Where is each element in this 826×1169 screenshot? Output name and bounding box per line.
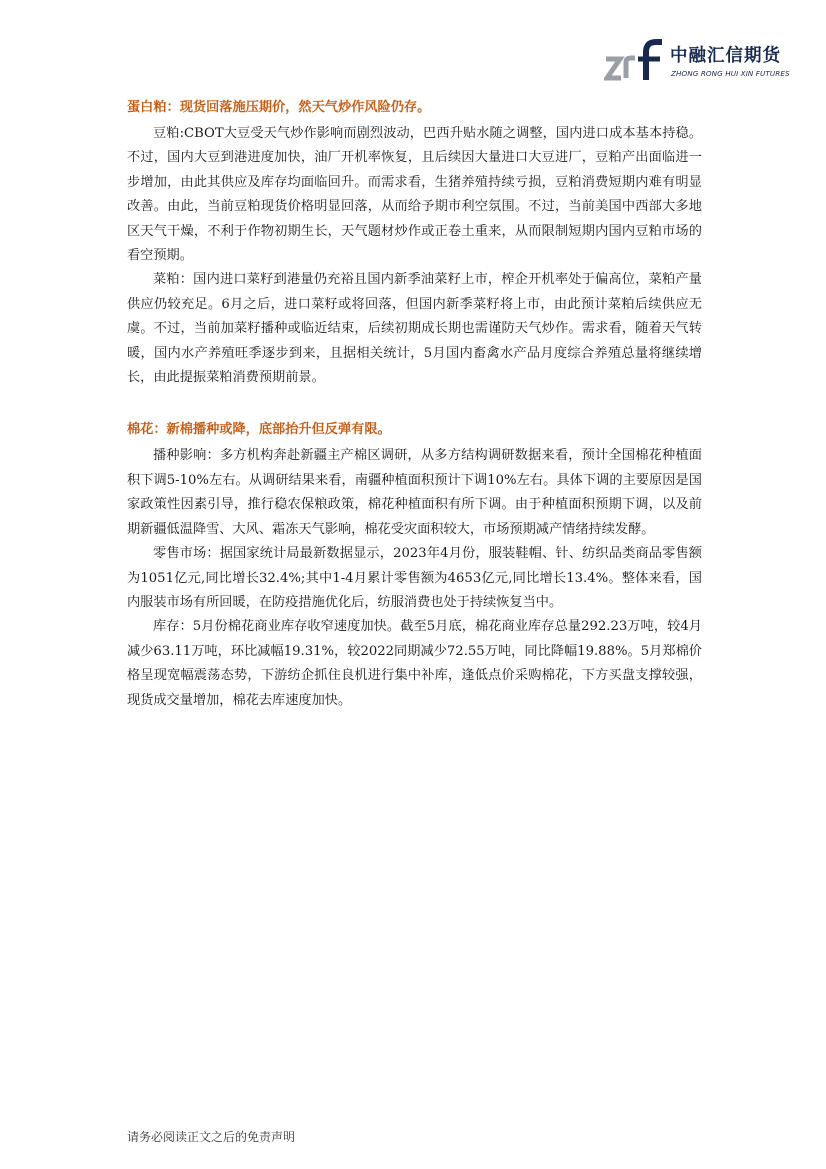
section-protein-meal (127, 96, 702, 390)
section-heading: 蛋白粕：现货回落施压期价，然天气炒作风险仍存。 (127, 100, 431, 115)
paragraph-rapeseed-meal: 菜粕：国内进口菜籽到港量仍充裕且国内新季油菜籽上市，榨企开机率处于偏高位，菜粕产量供应仍较充足。6月之后，进口菜籽或将回落，但国内新季菜籽将上市，由此预计菜粕后续供应无虞。不过，当前加菜籽播种或临近结束，后续初期成长期也需谨防天气炒作。需求看，随着天气转暖，国内水产养殖旺季逐步到来，且据相关统计，5月国内畜禽水产品月度综合养殖总量将继续增长，由此提振菜粕消费预期前景。 (127, 272, 702, 386)
company-logo (604, 38, 800, 84)
paragraph-retail: 零售市场：据国家统计局最新数据显示，2023年4月份，服装鞋帽、针、纺织品类商品零售额为1051亿元,同比增长32.4%;其中1-4月累计零售额为4653亿元,同比增长13.4%。整体来看，国内服装市场有所回暖，在防疫措施优化后，纺服消费也处于持续恢复当中。 (127, 546, 702, 610)
zrf-logo-icon (604, 38, 664, 84)
section-cotton (127, 418, 702, 712)
report-body (127, 96, 702, 713)
paragraph-planting: 播种影响：多方机构奔赴新疆主产棉区调研，从多方结构调研数据来看，预计全国棉花种植面积下调5-10%左右。从调研结果来看，南疆种植面积预计下调10%左右。具体下调的主要原因是国家政策性因素引导，推行稳农保粮政策，棉花种植面积有所下调。由于种植面积预期下调，以及前期新疆低温降雪、大风、霜冻天气影响，棉花受灾面积较大，市场预期减产情绪持续发酵。 (127, 448, 702, 537)
logo-chinese-name: 中融汇信期货 (670, 46, 781, 66)
section-heading: 棉花：新棉播种或降，底部抬升但反弹有限。 (127, 422, 391, 438)
logo-english-name: ZHONG RONG HUI XIN FUTURES (671, 69, 790, 78)
paragraph-soybean-meal: 豆粕:CBOT大豆受天气炒作影响而剧烈波动，巴西升贴水随之调整，国内进口成本基本持稳。不过，国内大豆到港进度加快，油厂开机率恢复，且后续因大量进口大豆进厂，豆粕产出面临进一步增加，由此其供应及库存均面临回升。而需求看，生猪养殖持续亏损，豆粕消费短期内难有明显改善。由此，当前豆粕现货价格明显回落，从而给予期市利空氛围。不过，当前美国中西部大多地区天气干燥，不利于作物初期生长，天气题材炒作或正卷土重来，从而限制短期内国内豆粕市场的看空预期。 (127, 126, 702, 264)
disclaimer-footer: 请务必阅读正文之后的免责声明 (127, 1130, 296, 1144)
paragraph-inventory: 库存：5月份棉花商业库存收窄速度加快。截至5月底，棉花商业库存总量292.23万吨，较4月减少63.11万吨，环比减幅19.31%，较2022同期减少72.55万吨，同比降幅19.88%。5月郑棉价格呈现宽幅震荡态势，下游纺企抓住良机进行集中补库，逢低点价采购棉花，下方买盘支撑较强，现货成交量增加，棉花去库速度加快。 (127, 619, 702, 708)
